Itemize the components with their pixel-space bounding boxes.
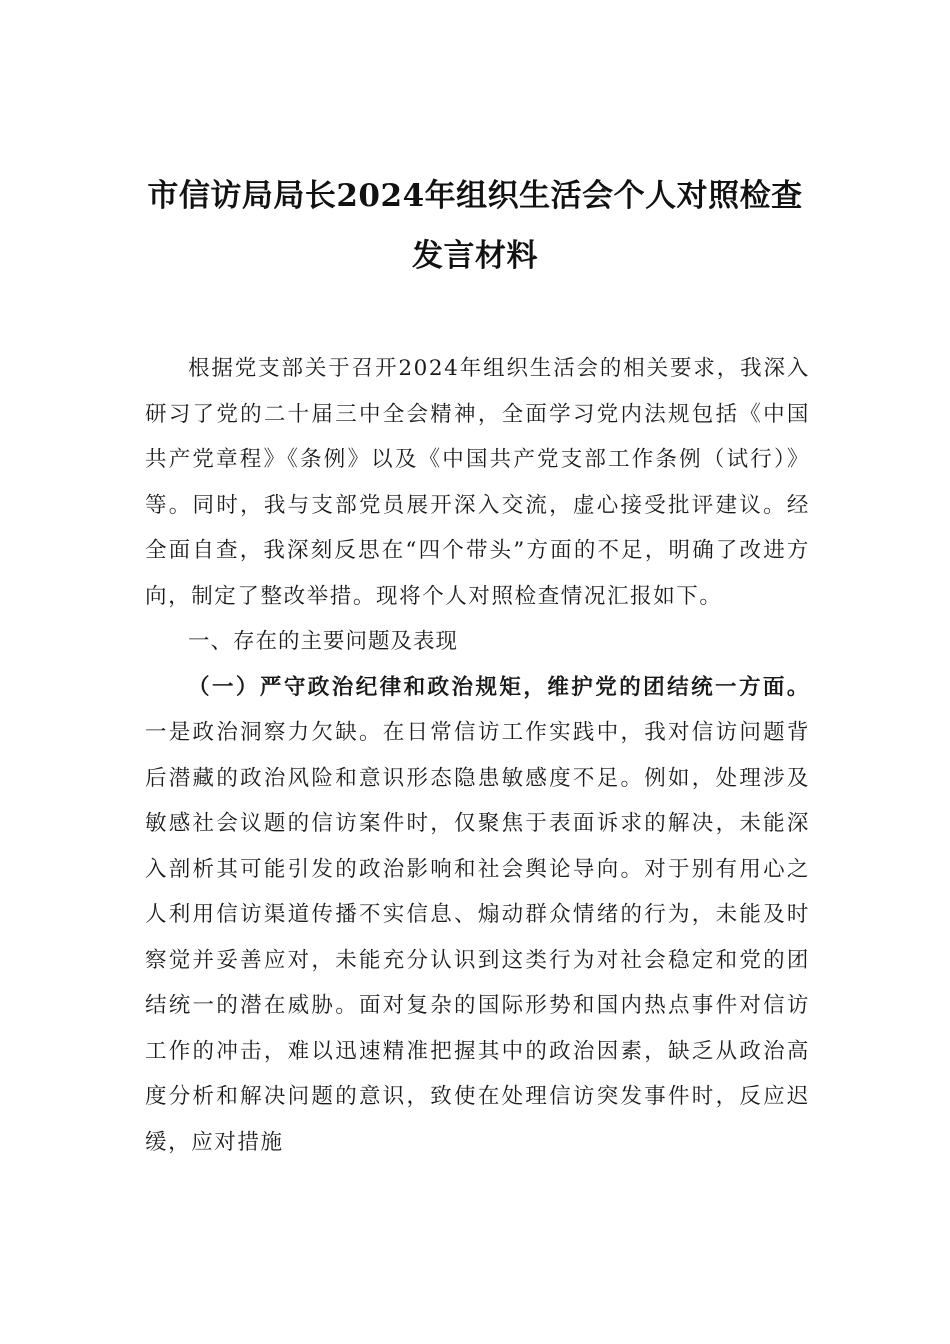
subsection-paragraph: [145, 665, 810, 1166]
section-heading: 一、存在的主要问题及表现: [188, 629, 459, 654]
subsection-lead: （一）严守政治纪律和政治规矩，维护党的团结统一方面。: [188, 674, 810, 700]
subsection-body: 一是政治洞察力欠缺。在日常信访工作实践中，我对信访问题背后潜藏的政治风险和意识形态隐患敏感度不足。例如，处理涉及敏感社会议题的信访案件时，仅聚焦于表面诉求的解决，未能深入剖析其可能引发的政治影响和社会舆论导向。对于别有用心之人利用信访渠道传播不实信息、煽动群众情绪的行为，未能及时察觉并妥善应对，未能充分认识到这类行为对社会稳定和党的团结统一的潜在威胁。面对复杂的国际形势和国内热点事件对信访工作的冲击，难以迅速精准把握其中的政治因素，缺乏从政治高度分析和解决问题的意识，致使在处理信访突发事件时，反应迟缓，应对措施: [145, 720, 810, 1155]
document-body: [145, 346, 810, 1165]
document-title: 市信访局局长2024年组织生活会个人对照检查发言材料: [147, 178, 803, 274]
intro-paragraph: 根据党支部关于召开2024年组织生活会的相关要求，我深入研习了党的二十届三中全会精神，全面学习党内法规包括《中国共产党章程》《条例》以及《中国共产党支部工作条例（试行）》等。同时，我与支部党员展开深入交流，虚心接受批评建议。经全面自查，我深刻反思在“四个带头”方面的不足，明确了改进方向，制定了整改举措。现将个人对照检查情况汇报如下。: [145, 356, 810, 609]
